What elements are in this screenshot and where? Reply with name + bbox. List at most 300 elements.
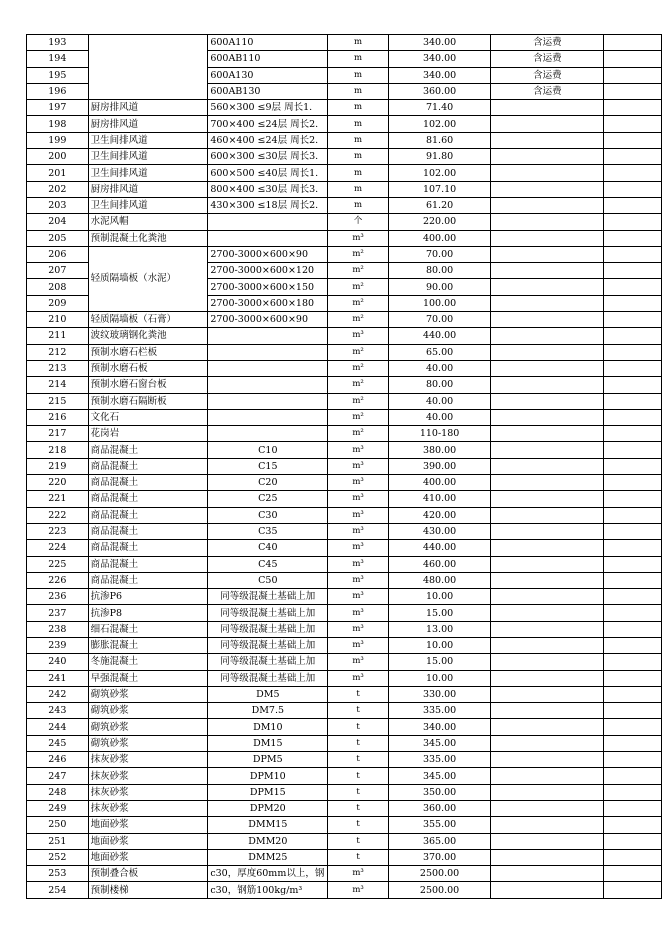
unit-cell: t [328, 817, 389, 833]
empty-cell [604, 768, 662, 784]
row-number-cell: 253 [27, 866, 89, 882]
table-row [27, 246, 662, 262]
item-name-cell: 抹灰砂浆 [88, 752, 208, 768]
spec-cell: 430×300 ≤18层 周长2. [208, 197, 328, 213]
item-name-cell: 水泥风帽 [88, 214, 208, 230]
price-cell: 15.00 [388, 605, 490, 621]
row-number-cell: 243 [27, 703, 89, 719]
note-cell [491, 817, 604, 833]
empty-cell [604, 116, 662, 132]
note-cell [491, 458, 604, 474]
price-cell: 81.60 [388, 132, 490, 148]
price-cell: 70.00 [388, 312, 490, 328]
spec-cell: c30，厚度60mm以上，钢 [208, 866, 328, 882]
unit-cell: m³ [328, 230, 389, 246]
price-cell: 71.40 [388, 100, 490, 116]
unit-cell: m [328, 116, 389, 132]
row-number-cell: 246 [27, 752, 89, 768]
table-row [27, 752, 662, 768]
spec-cell: 2700-3000×600×150 [208, 279, 328, 295]
note-cell [491, 100, 604, 116]
price-cell: 340.00 [388, 67, 490, 83]
item-name-cell: 波纹玻璃钢化粪池 [88, 328, 208, 344]
unit-cell: m² [328, 246, 389, 262]
note-cell [491, 849, 604, 865]
price-cell: 40.00 [388, 393, 490, 409]
table-row [27, 197, 662, 213]
note-cell [491, 735, 604, 751]
table-row [27, 328, 662, 344]
item-name-cell: 厨房排风道 [88, 100, 208, 116]
spec-cell: 同等级混凝土基础上加 [208, 621, 328, 637]
price-cell: 390.00 [388, 458, 490, 474]
row-number-cell: 249 [27, 800, 89, 816]
row-number-cell: 248 [27, 784, 89, 800]
empty-cell [604, 605, 662, 621]
spec-cell: 同等级混凝土基础上加 [208, 654, 328, 670]
price-cell: 10.00 [388, 589, 490, 605]
table-row [27, 393, 662, 409]
unit-cell: m² [328, 344, 389, 360]
row-number-cell: 198 [27, 116, 89, 132]
row-number-cell: 199 [27, 132, 89, 148]
unit-cell: m³ [328, 491, 389, 507]
unit-cell: m³ [328, 882, 389, 898]
item-name-cell: 早强混凝土 [88, 670, 208, 686]
item-name-cell: 卫生间排风道 [88, 149, 208, 165]
price-cell: 13.00 [388, 621, 490, 637]
item-name-cell: 预制水磨石隔断板 [88, 393, 208, 409]
item-name-cell: 轻质隔墙板（水泥） [88, 246, 208, 311]
note-cell [491, 181, 604, 197]
row-number-cell: 197 [27, 100, 89, 116]
item-name-cell: 卫生间排风道 [88, 132, 208, 148]
unit-cell: m² [328, 426, 389, 442]
item-name-cell: 轻质隔墙板（石膏） [88, 312, 208, 328]
empty-cell [604, 328, 662, 344]
row-number-cell: 205 [27, 230, 89, 246]
row-number-cell: 252 [27, 849, 89, 865]
table-row [27, 149, 662, 165]
spec-cell: 460×400 ≤24层 周长2. [208, 132, 328, 148]
empty-cell [604, 149, 662, 165]
empty-cell [604, 181, 662, 197]
spec-cell: C35 [208, 523, 328, 539]
price-cell: 440.00 [388, 328, 490, 344]
note-cell [491, 475, 604, 491]
spec-cell: DMM20 [208, 833, 328, 849]
spec-cell: 同等级混凝土基础上加 [208, 670, 328, 686]
row-number-cell: 240 [27, 654, 89, 670]
row-number-cell: 236 [27, 589, 89, 605]
empty-cell [604, 784, 662, 800]
table-row [27, 833, 662, 849]
unit-cell: m³ [328, 475, 389, 491]
price-cell: 70.00 [388, 246, 490, 262]
spec-cell: 2700-3000×600×180 [208, 295, 328, 311]
note-cell [491, 165, 604, 181]
row-number-cell: 251 [27, 833, 89, 849]
spec-cell: C15 [208, 458, 328, 474]
empty-cell [604, 540, 662, 556]
note-cell [491, 360, 604, 376]
price-cell: 360.00 [388, 800, 490, 816]
note-cell [491, 800, 604, 816]
note-cell [491, 214, 604, 230]
spec-cell: 800×400 ≤30层 周长3. [208, 181, 328, 197]
empty-cell [604, 654, 662, 670]
empty-cell [604, 817, 662, 833]
row-number-cell: 226 [27, 572, 89, 588]
price-cell: 61.20 [388, 197, 490, 213]
spec-cell [208, 360, 328, 376]
note-cell [491, 637, 604, 653]
spec-cell: 同等级混凝土基础上加 [208, 605, 328, 621]
price-cell: 440.00 [388, 540, 490, 556]
note-cell [491, 768, 604, 784]
row-number-cell: 218 [27, 442, 89, 458]
price-cell: 220.00 [388, 214, 490, 230]
price-cell: 480.00 [388, 572, 490, 588]
unit-cell: t [328, 833, 389, 849]
item-name-cell: 砌筑砂浆 [88, 719, 208, 735]
table-row [27, 360, 662, 376]
empty-cell [604, 246, 662, 262]
unit-cell: m² [328, 263, 389, 279]
note-cell [491, 426, 604, 442]
row-number-cell: 202 [27, 181, 89, 197]
note-cell [491, 393, 604, 409]
table-row [27, 165, 662, 181]
note-cell [491, 507, 604, 523]
spec-cell: C20 [208, 475, 328, 491]
row-number-cell: 254 [27, 882, 89, 898]
empty-cell [604, 686, 662, 702]
price-cell: 355.00 [388, 817, 490, 833]
table-row [27, 214, 662, 230]
table-row [27, 491, 662, 507]
item-name-cell: 抹灰砂浆 [88, 784, 208, 800]
table-row [27, 735, 662, 751]
item-name-cell: 抗渗P6 [88, 589, 208, 605]
unit-cell: m² [328, 393, 389, 409]
price-cell: 460.00 [388, 556, 490, 572]
price-cell: 380.00 [388, 442, 490, 458]
table-row [27, 768, 662, 784]
unit-cell: m [328, 132, 389, 148]
row-number-cell: 237 [27, 605, 89, 621]
table-row [27, 605, 662, 621]
note-cell [491, 295, 604, 311]
price-cell: 430.00 [388, 523, 490, 539]
note-cell [491, 523, 604, 539]
spec-cell: 同等级混凝土基础上加 [208, 637, 328, 653]
price-cell: 102.00 [388, 165, 490, 181]
price-cell: 340.00 [388, 719, 490, 735]
table-row [27, 817, 662, 833]
note-cell [491, 279, 604, 295]
note-cell [491, 540, 604, 556]
price-cell: 107.10 [388, 181, 490, 197]
spec-cell: DPM20 [208, 800, 328, 816]
note-cell [491, 312, 604, 328]
unit-cell: m² [328, 409, 389, 425]
table-row [27, 458, 662, 474]
empty-cell [604, 719, 662, 735]
empty-cell [604, 458, 662, 474]
empty-cell [604, 621, 662, 637]
unit-cell: t [328, 768, 389, 784]
empty-cell [604, 83, 662, 99]
spec-cell [208, 214, 328, 230]
row-number-cell: 220 [27, 475, 89, 491]
row-number-cell: 239 [27, 637, 89, 653]
spec-cell: DM5 [208, 686, 328, 702]
table-row [27, 589, 662, 605]
spec-cell: DPM5 [208, 752, 328, 768]
unit-cell: m³ [328, 637, 389, 653]
empty-cell [604, 132, 662, 148]
price-table-body [27, 35, 662, 899]
price-cell: 350.00 [388, 784, 490, 800]
empty-cell [604, 230, 662, 246]
empty-cell [604, 67, 662, 83]
row-number-cell: 209 [27, 295, 89, 311]
table-row [27, 703, 662, 719]
unit-cell: m³ [328, 621, 389, 637]
row-number-cell: 210 [27, 312, 89, 328]
note-cell [491, 703, 604, 719]
row-number-cell: 204 [27, 214, 89, 230]
spec-cell: DPM15 [208, 784, 328, 800]
item-name-cell: 预制水磨石板 [88, 360, 208, 376]
price-cell: 340.00 [388, 51, 490, 67]
empty-cell [604, 637, 662, 653]
item-name-cell: 卫生间排风道 [88, 197, 208, 213]
unit-cell: m³ [328, 507, 389, 523]
note-cell [491, 197, 604, 213]
price-cell: 2500.00 [388, 882, 490, 898]
spec-cell: C10 [208, 442, 328, 458]
note-cell [491, 409, 604, 425]
note-cell [491, 833, 604, 849]
row-number-cell: 222 [27, 507, 89, 523]
row-number-cell: 208 [27, 279, 89, 295]
spec-cell [208, 426, 328, 442]
row-number-cell: 219 [27, 458, 89, 474]
item-name-cell: 厨房排风道 [88, 116, 208, 132]
item-name-cell: 膨胀混凝土 [88, 637, 208, 653]
note-cell: 含运费 [491, 51, 604, 67]
note-cell [491, 263, 604, 279]
note-cell [491, 377, 604, 393]
item-name-cell: 卫生间排风道 [88, 165, 208, 181]
item-name-cell: 砌筑砂浆 [88, 686, 208, 702]
price-cell: 40.00 [388, 360, 490, 376]
item-name-cell: 商品混凝土 [88, 491, 208, 507]
table-row [27, 637, 662, 653]
spec-cell: C25 [208, 491, 328, 507]
unit-cell: m³ [328, 589, 389, 605]
row-number-cell: 194 [27, 51, 89, 67]
unit-cell: m³ [328, 328, 389, 344]
empty-cell [604, 849, 662, 865]
price-cell: 15.00 [388, 654, 490, 670]
note-cell [491, 230, 604, 246]
spec-cell: C40 [208, 540, 328, 556]
spec-cell: 600A130 [208, 67, 328, 83]
spec-cell: DMM25 [208, 849, 328, 865]
note-cell [491, 589, 604, 605]
table-row [27, 181, 662, 197]
table-row [27, 670, 662, 686]
table-row [27, 116, 662, 132]
empty-cell [604, 703, 662, 719]
empty-cell [604, 312, 662, 328]
row-number-cell: 224 [27, 540, 89, 556]
item-name-cell: 商品混凝土 [88, 556, 208, 572]
table-row [27, 132, 662, 148]
item-name-cell: 预制混凝土化粪池 [88, 230, 208, 246]
price-cell: 110-180 [388, 426, 490, 442]
note-cell [491, 784, 604, 800]
empty-cell [604, 491, 662, 507]
spec-cell: 600×300 ≤30层 周长3. [208, 149, 328, 165]
unit-cell: m³ [328, 670, 389, 686]
empty-cell [604, 35, 662, 51]
item-name-cell: 抗渗P8 [88, 605, 208, 621]
row-number-cell: 203 [27, 197, 89, 213]
note-cell [491, 344, 604, 360]
spec-cell: 2700-3000×600×120 [208, 263, 328, 279]
row-number-cell: 250 [27, 817, 89, 833]
note-cell [491, 882, 604, 898]
item-name-cell: 预制楼梯 [88, 882, 208, 898]
item-name-cell: 预制叠合板 [88, 866, 208, 882]
item-name-cell: 地面砂浆 [88, 833, 208, 849]
empty-cell [604, 197, 662, 213]
unit-cell: m [328, 100, 389, 116]
item-name-cell: 商品混凝土 [88, 475, 208, 491]
table-row [27, 100, 662, 116]
table-row [27, 621, 662, 637]
row-number-cell: 216 [27, 409, 89, 425]
row-number-cell: 241 [27, 670, 89, 686]
spec-cell [208, 230, 328, 246]
unit-cell: t [328, 752, 389, 768]
item-name-cell: 厨房排风道 [88, 181, 208, 197]
note-cell: 含运费 [491, 67, 604, 83]
table-row [27, 507, 662, 523]
table-row [27, 686, 662, 702]
price-cell: 400.00 [388, 230, 490, 246]
item-name-cell: 商品混凝土 [88, 458, 208, 474]
price-cell: 80.00 [388, 377, 490, 393]
price-cell: 2500.00 [388, 866, 490, 882]
item-name-cell: 预制水磨石栏板 [88, 344, 208, 360]
spec-cell: 600A110 [208, 35, 328, 51]
unit-cell: m³ [328, 523, 389, 539]
table-row [27, 344, 662, 360]
empty-cell [604, 344, 662, 360]
spec-cell: 同等级混凝土基础上加 [208, 589, 328, 605]
price-cell: 10.00 [388, 637, 490, 653]
row-number-cell: 193 [27, 35, 89, 51]
spec-cell: DPM10 [208, 768, 328, 784]
unit-cell: t [328, 735, 389, 751]
spec-cell: 600AB130 [208, 83, 328, 99]
item-name-cell: 砌筑砂浆 [88, 703, 208, 719]
row-number-cell: 223 [27, 523, 89, 539]
unit-cell: m² [328, 360, 389, 376]
row-number-cell: 207 [27, 263, 89, 279]
unit-cell: m³ [328, 556, 389, 572]
price-cell: 345.00 [388, 735, 490, 751]
empty-cell [604, 833, 662, 849]
item-name-cell: 冬施混凝土 [88, 654, 208, 670]
table-row [27, 475, 662, 491]
unit-cell: m [328, 181, 389, 197]
empty-cell [604, 360, 662, 376]
unit-cell: m³ [328, 442, 389, 458]
table-row [27, 230, 662, 246]
spec-cell: 2700-3000×600×90 [208, 312, 328, 328]
empty-cell [604, 377, 662, 393]
empty-cell [604, 426, 662, 442]
unit-cell: m³ [328, 866, 389, 882]
empty-cell [604, 51, 662, 67]
note-cell [491, 670, 604, 686]
empty-cell [604, 263, 662, 279]
price-cell: 330.00 [388, 686, 490, 702]
row-number-cell: 221 [27, 491, 89, 507]
note-cell [491, 866, 604, 882]
row-number-cell: 201 [27, 165, 89, 181]
row-number-cell: 206 [27, 246, 89, 262]
row-number-cell: 213 [27, 360, 89, 376]
price-cell: 365.00 [388, 833, 490, 849]
item-name-cell: 商品混凝土 [88, 523, 208, 539]
row-number-cell: 212 [27, 344, 89, 360]
table-row [27, 556, 662, 572]
unit-cell: m [328, 83, 389, 99]
item-name-cell: 商品混凝土 [88, 572, 208, 588]
note-cell [491, 328, 604, 344]
table-row [27, 654, 662, 670]
row-number-cell: 242 [27, 686, 89, 702]
empty-cell [604, 409, 662, 425]
empty-cell [604, 295, 662, 311]
item-name-cell: 商品混凝土 [88, 507, 208, 523]
note-cell [491, 116, 604, 132]
unit-cell: m [328, 51, 389, 67]
unit-cell: t [328, 800, 389, 816]
empty-cell [604, 800, 662, 816]
unit-cell: m [328, 197, 389, 213]
note-cell [491, 556, 604, 572]
note-cell [491, 686, 604, 702]
table-row [27, 426, 662, 442]
price-cell: 10.00 [388, 670, 490, 686]
item-name-cell: 抹灰砂浆 [88, 768, 208, 784]
spec-cell: 2700-3000×600×90 [208, 246, 328, 262]
unit-cell: m [328, 149, 389, 165]
row-number-cell: 195 [27, 67, 89, 83]
spec-cell: 600AB110 [208, 51, 328, 67]
row-number-cell: 225 [27, 556, 89, 572]
unit-cell: m² [328, 295, 389, 311]
empty-cell [604, 882, 662, 898]
